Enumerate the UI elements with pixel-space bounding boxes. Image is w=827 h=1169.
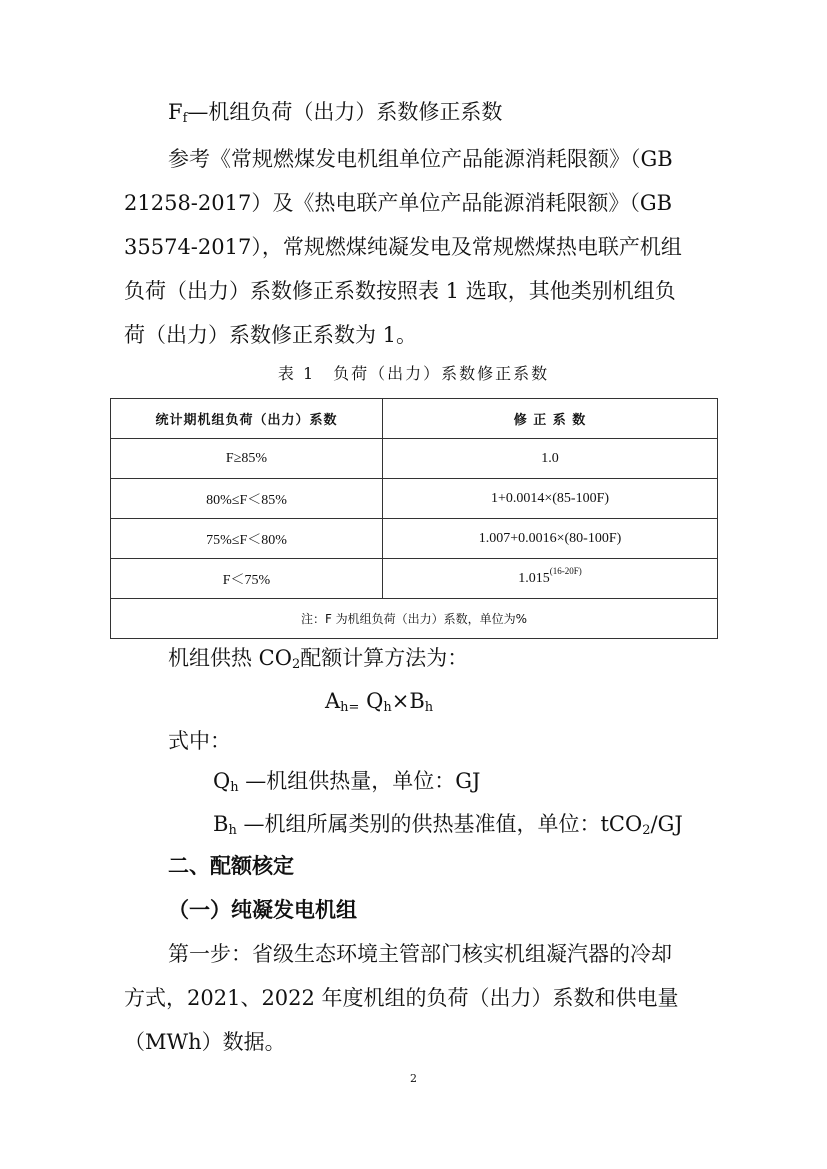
ff-text: —机组负荷（出力）系数修正系数: [187, 100, 503, 124]
para-line-2-text: 21258-2017）及《热电联产单位产品能源消耗限额》（GB: [124, 191, 673, 215]
formula-b: ×B: [391, 689, 425, 713]
table-header-row: [111, 399, 718, 439]
step1-line-2-text: 方式，2021、2022 年度机组的负荷（出力）系数和供电量: [124, 986, 679, 1010]
para-line-1: [168, 145, 703, 173]
header-correction: 修 正 系 数: [383, 399, 718, 439]
heat-intro-sub: 2: [291, 657, 301, 672]
table-row: [111, 439, 718, 479]
table-row: [111, 519, 718, 559]
subsection-title: （一）纯凝发电机组: [168, 897, 357, 922]
bh-sub: h: [228, 823, 237, 838]
para-line-4: [124, 277, 703, 305]
page-number: 2: [410, 1072, 417, 1085]
formula-q: Q: [359, 689, 384, 713]
formula-q-sub: h: [383, 700, 392, 715]
correction-table: [110, 398, 718, 639]
table-row: [111, 479, 718, 519]
header-load-factor: 统计期机组负荷（出力）系数: [111, 399, 383, 439]
cond-cell: 80%≤F＜85%: [111, 479, 383, 519]
bh-text: —机组所属类别的供热基准值，单位：tCO: [236, 812, 643, 836]
cond-cell: F＜75%: [111, 559, 383, 599]
where-label: 式中：: [168, 729, 231, 753]
formula-a-sub: h=: [340, 700, 360, 715]
bh-definition: [213, 810, 683, 838]
value-cell: [383, 559, 718, 599]
para-line-5: [124, 321, 417, 349]
qh-text: —机组供热量，单位：GJ: [238, 769, 481, 793]
step1-line-1-text: 第一步：省级生态环境主管部门核实机组凝汽器的冷却: [168, 942, 672, 966]
table-row: [111, 559, 718, 599]
heat-intro: [168, 644, 468, 672]
para-line-3: [124, 233, 703, 261]
para-line-5-text: 荷（出力）系数修正系数为 1。: [124, 323, 418, 347]
heat-intro-a: 机组供热 CO: [168, 646, 292, 670]
step1-line-3: [124, 1028, 286, 1056]
para-line-2: [124, 189, 703, 217]
qh-symbol: Q: [213, 769, 231, 793]
table-caption: 表 1 负荷（出力）系数修正系数: [277, 364, 550, 383]
qh-definition: [213, 767, 480, 795]
value-cell: 1+0.0014×(85-100F): [383, 479, 718, 519]
para-line-3-text: 35574-2017），常规燃煤纯凝发电及常规燃煤热电联产机组: [124, 235, 682, 259]
ff-symbol: F: [168, 100, 183, 124]
value-base: 1.015: [518, 570, 550, 586]
section-title: 二、配额核定: [168, 853, 294, 878]
table-note-row: [111, 599, 718, 639]
value-cell: 1.007+0.0016×(80-100F): [383, 519, 718, 559]
heat-intro-b: 配额计算方法为：: [300, 646, 469, 670]
table-note: 注：F 为机组负荷（出力）系数，单位为%: [111, 599, 718, 639]
para-line-4-text: 负荷（出力）系数修正系数按照表 1 选取，其他类别机组负: [124, 279, 676, 303]
heat-formula: [325, 687, 433, 715]
para-line-1-text: 参考《常规燃煤发电机组单位产品能源消耗限额》（GB: [168, 147, 673, 171]
value-cell: 1.0: [383, 439, 718, 479]
step1-line-1: [168, 940, 703, 968]
value-exponent: (16-20F): [549, 565, 582, 576]
cond-cell: F≥85%: [111, 439, 383, 479]
qh-sub: h: [230, 780, 239, 795]
bh-sub2: 2: [642, 823, 651, 838]
ff-subscript: f: [182, 111, 188, 126]
formula-a: A: [325, 689, 341, 713]
formula-b-sub: h: [424, 700, 434, 715]
ff-definition: [168, 98, 502, 126]
bh-text2: /GJ: [650, 812, 683, 836]
step1-line-3-text: （MWh）数据。: [124, 1030, 286, 1054]
cond-cell: 75%≤F＜80%: [111, 519, 383, 559]
step1-line-2: [124, 984, 703, 1012]
bh-symbol: B: [213, 812, 229, 836]
